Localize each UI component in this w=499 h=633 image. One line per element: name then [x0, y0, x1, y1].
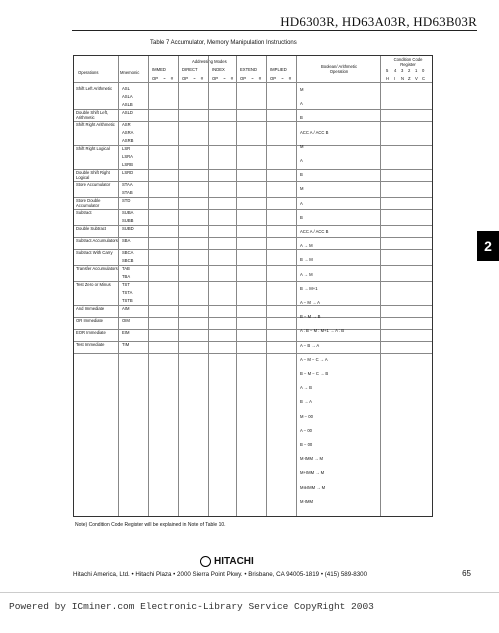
col-header-boolean: Boolean/ Arithmetic Operation: [320, 64, 358, 74]
boolean-operation: B − 00: [300, 442, 313, 447]
boolean-operation: M: [300, 143, 304, 149]
ccr-flag-c: C: [422, 76, 426, 81]
row-operation: Subtract: [76, 210, 92, 215]
row-operation: Subtract Accumulators: [76, 238, 118, 243]
row-mnemonic: TAB: [122, 266, 130, 271]
row-operation: And Immediate: [76, 306, 105, 311]
boolean-operation: A: [300, 101, 303, 107]
row-mnemonic: TIM: [122, 342, 130, 347]
subcol-implied: OP ~ #: [270, 76, 292, 81]
section-tab-marker: 2: [477, 231, 499, 261]
boolean-operation: B → M+1: [300, 285, 318, 291]
ccr-flag-z: Z: [408, 76, 411, 81]
row-operation: Shift Right Logical: [76, 146, 110, 151]
boolean-operation: A: [300, 200, 303, 206]
row-operation: Double Shift Right Logical: [76, 170, 110, 180]
ccr-bit-3: 3: [401, 68, 404, 73]
boolean-operation: A: [300, 158, 303, 163]
ccr-flag-i: I: [394, 76, 396, 81]
row-mnemonic: LSRD: [122, 170, 134, 175]
boolean-operation: A − M → A: [300, 300, 320, 305]
row-operation: Transfer Accumulators: [76, 266, 118, 271]
row-mnemonic: ASLA: [122, 94, 133, 99]
boolean-operation: A → M: [300, 271, 313, 277]
boolean-operation: A − 00: [300, 427, 312, 433]
row-mnemonic: ASRB: [122, 138, 134, 143]
boolean-operation: A − M − C → A: [300, 356, 328, 362]
subcol-index: OP ~ #: [212, 76, 234, 81]
row-mnemonic: ASLB: [122, 102, 133, 107]
row-mnemonic: ASLD: [122, 110, 133, 115]
col-header-addressing: Addressing Modes: [192, 59, 227, 64]
mode-direct: DIRECT: [182, 67, 198, 72]
page-number: 65: [462, 569, 471, 578]
page-header-title: HD6303R, HD63A03R, HD63B03R: [280, 14, 477, 29]
col-divider: [208, 56, 209, 516]
ccr-flag-v: V: [415, 76, 418, 81]
ccr-bit-0: 0: [422, 68, 425, 73]
boolean-operation: M+IMM → M: [300, 470, 325, 476]
mode-immed: IMMED: [152, 67, 166, 72]
boolean-operation: A : B − M : M+1 → A : B: [300, 328, 344, 334]
row-operation: Double Subtract: [76, 226, 107, 231]
boolean-operation: M·IMM → M: [300, 456, 324, 462]
boolean-operation: M − 00: [300, 413, 313, 419]
subcol-immed: OP ~ #: [152, 76, 174, 81]
row-mnemonic: STAA: [122, 182, 133, 187]
boolean-operation: M: [300, 87, 304, 92]
row-operation: Test Zero or Minus: [76, 282, 111, 287]
ccr-bit-5: 5: [386, 68, 392, 73]
row-operation: Shift Left Arithmetic: [76, 86, 113, 91]
boolean-operation: M: [300, 186, 304, 192]
ccr-flag-n: N: [401, 76, 405, 81]
logo-text: HITACHI: [214, 556, 254, 567]
row-operation: Subtract With Carry: [76, 250, 113, 255]
row-mnemonic: LSRA: [122, 154, 133, 159]
col-divider: [148, 56, 149, 516]
ccr-flag-h: H: [386, 76, 390, 81]
header-divider: [74, 82, 432, 83]
hitachi-logo: [200, 556, 254, 567]
row-operation: EOR Immediate: [76, 330, 106, 335]
table-grid: [74, 56, 432, 516]
row-mnemonic: ASR: [122, 122, 131, 127]
row-mnemonic: SBCA: [122, 250, 134, 255]
row-operation: Shift Right Arithmetic: [76, 122, 115, 127]
row-operation: OR Immediate: [76, 318, 103, 323]
subcol-direct: OP ~ #: [182, 76, 204, 81]
instruction-table: [73, 55, 433, 517]
col-divider: [118, 56, 119, 516]
ccr-bit-2: 2: [408, 68, 411, 73]
boolean-operation: B: [300, 172, 303, 178]
row-operation: Store Double Accumulator: [76, 198, 101, 208]
boolean-operation: A − B → A: [300, 342, 320, 348]
boolean-operation: B: [300, 115, 303, 121]
row-mnemonic: TBA: [122, 274, 131, 279]
row-mnemonic: SBCB: [122, 258, 134, 263]
col-divider: [178, 56, 179, 516]
mode-index: INDEX: [212, 67, 225, 72]
col-header-ccr: Condition Code Register: [393, 57, 423, 67]
hitachi-logo-icon: [200, 556, 211, 567]
row-operation: Store Accumulator: [76, 182, 111, 187]
row-mnemonic: ASL: [122, 86, 130, 91]
col-header-operations: Operations: [78, 70, 99, 75]
boolean-operation: B → M: [300, 257, 313, 263]
row-mnemonic: SUBB: [122, 218, 134, 223]
footer-rule: [0, 592, 499, 593]
col-divider: [296, 56, 297, 516]
row-mnemonic: LSRB: [122, 162, 133, 167]
boolean-operation: B − M → B: [300, 314, 321, 320]
row-mnemonic: ASRA: [122, 130, 134, 135]
col-divider: [236, 56, 237, 516]
row-mnemonic: TST: [122, 282, 130, 287]
ccr-bit-1: 1: [415, 68, 418, 73]
col-header-mnemonic: Mnemonic: [120, 70, 140, 75]
mode-extend: EXTEND: [240, 67, 257, 72]
row-mnemonic: LSR: [122, 146, 131, 151]
row-mnemonic: EIM: [122, 330, 130, 335]
row-mnemonic: AIM: [122, 306, 130, 311]
boolean-operation: B − M − C → B: [300, 371, 329, 376]
row-mnemonic: SBA: [122, 238, 131, 243]
row-mnemonic: SUBA: [122, 210, 134, 215]
boolean-operation: ACC A / ACC B: [300, 129, 329, 135]
boolean-operation: B: [300, 214, 303, 220]
row-mnemonic: STAB: [122, 190, 133, 195]
row-operation: Test Immediate: [76, 342, 105, 347]
boolean-operation: ACC A / ACC B: [300, 229, 329, 234]
copyright-text: Powered by ICminer.com Electronic-Library Service CopyRight 2003: [9, 601, 374, 612]
boolean-operation: M·IMM: [300, 498, 314, 504]
row-operation: Double Shift Left, Arithmetic: [76, 110, 109, 120]
subcol-extend: OP ~ #: [240, 76, 262, 81]
row-mnemonic: OIM: [122, 318, 130, 323]
table-title: Table 7 Accumulator, Memory Manipulation Instructions: [150, 40, 297, 46]
row-mnemonic: SUBD: [122, 226, 134, 231]
row-mnemonic: STD: [122, 198, 131, 203]
header-rule: [72, 30, 477, 31]
boolean-operation: A → B: [300, 385, 312, 391]
row-divider: [74, 353, 432, 354]
mode-implied: IMPLIED: [270, 67, 287, 72]
boolean-operation: B → A: [300, 399, 312, 405]
row-mnemonic: TSTB: [122, 298, 133, 303]
boolean-operation: M⊕IMM → M: [300, 484, 326, 490]
ccr-bit-4: 4: [394, 68, 397, 73]
boolean-operation: A → M: [300, 243, 313, 249]
table-note: Note) Condition Code Register will be explained in Note of Table 10.: [75, 522, 226, 528]
col-divider: [266, 56, 267, 516]
col-divider: [380, 56, 381, 516]
row-mnemonic: TSTA: [122, 290, 133, 295]
footer-address: Hitachi America, Ltd. • Hitachi Plaza • 2000 Sierra Point Pkwy. • Brisbane, CA 94005-1819 • (415) 589-8300: [73, 571, 368, 578]
